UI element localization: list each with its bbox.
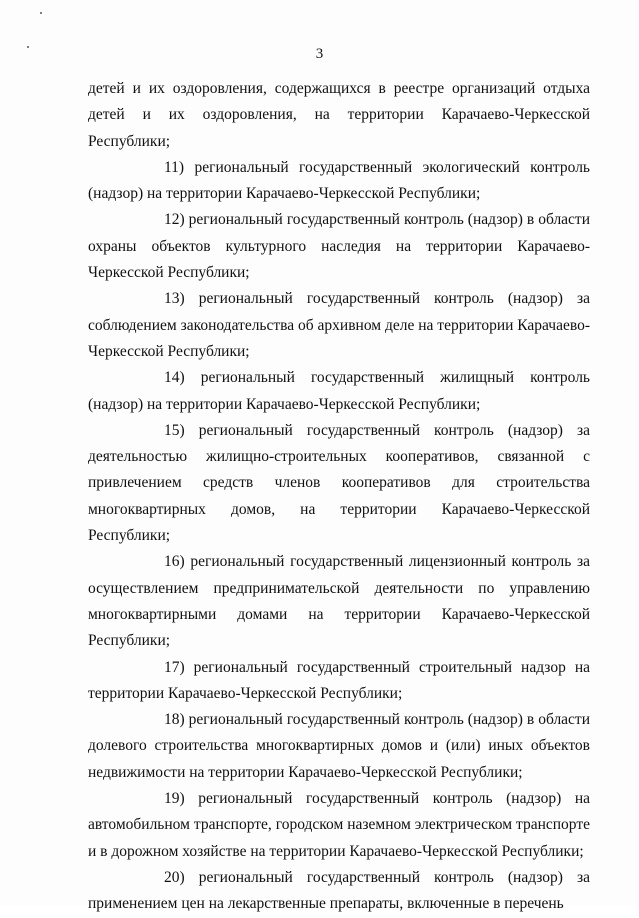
list-item-text: региональный государственный лицензионный контроль за осуществлением предпринимательской деятельности по управлению многоквартирными домами на территории Карачаево-Черкесской Республики;	[88, 553, 591, 650]
list-item-text: региональный государственный контроль (надзор) на автомобильном транспорте, городском наземном электрическом транспорте и в дорожном хозяйстве на территории Карачаево-Черкесской Республики;	[88, 790, 591, 860]
list-item	[88, 655, 590, 708]
list-item	[88, 418, 590, 549]
list-item	[88, 786, 590, 865]
list-item-text: региональный государственный экологический контроль (надзор) на территории Карачаево-Черкесской Республики;	[88, 158, 590, 203]
list-item	[88, 286, 590, 365]
list-item-number: 11)	[164, 158, 185, 176]
list-item-number: 19)	[164, 790, 185, 808]
list-item	[88, 155, 590, 208]
list-item-text: региональный государственный контроль (надзор) за деятельностью жилищно-строительных кооперативов, связанной с привлечением средств членов кооперативов для строительства многоквартирных домов, на территории Карачаево-Черкесской Республики;	[88, 421, 590, 545]
list-item	[88, 207, 590, 286]
scan-speck	[40, 12, 42, 14]
list-item-number: 18)	[164, 711, 185, 729]
list-item-text: региональный государственный жилищный контроль (надзор) на территории Карачаево-Черкесской Республики;	[88, 369, 591, 413]
list-item	[88, 707, 590, 786]
list-item-number: 20)	[164, 868, 185, 886]
continuation-paragraph	[88, 76, 590, 155]
list-item	[88, 365, 590, 418]
list-item-text: региональный государственный контроль (надзор) в области охраны объектов культурного наследия на территории Карачаево-Черкесской Республики;	[88, 211, 591, 282]
list-item-number: 13)	[164, 290, 185, 308]
list-item-number: 16)	[164, 553, 185, 571]
page-number: 3	[315, 46, 324, 62]
list-item-number: 15)	[164, 421, 185, 439]
list-item-text: региональный государственный контроль (надзор) в области долевого строительства многоквартирных домов и (или) иных объектов недвижимости на территории Карачаево-Черкесской Республики;	[88, 711, 591, 781]
list-item-number: 12)	[164, 211, 185, 229]
list-item-text: региональный государственный строительный надзор на территории Карачаево-Черкесской Республики;	[88, 658, 590, 702]
list-item-text: детей и их оздоровления, содержащихся в реестре организаций отдыха детей и их оздоровления, на территории Карачаево-Черкесской Республики;	[88, 80, 590, 150]
list-item	[88, 549, 590, 654]
document-body	[88, 76, 590, 918]
list-item-number: 17)	[164, 658, 185, 676]
list-item	[88, 865, 590, 918]
list-item-text: региональный государственный контроль (надзор) за соблюдением законодательства об архивном деле на территории Карачаево-Черкесской Республики;	[88, 290, 590, 360]
list-item-number: 14)	[164, 369, 185, 387]
list-item-text: региональный государственный контроль (надзор) за применением цен на лекарственные препараты, включенные в перечень	[88, 868, 590, 913]
